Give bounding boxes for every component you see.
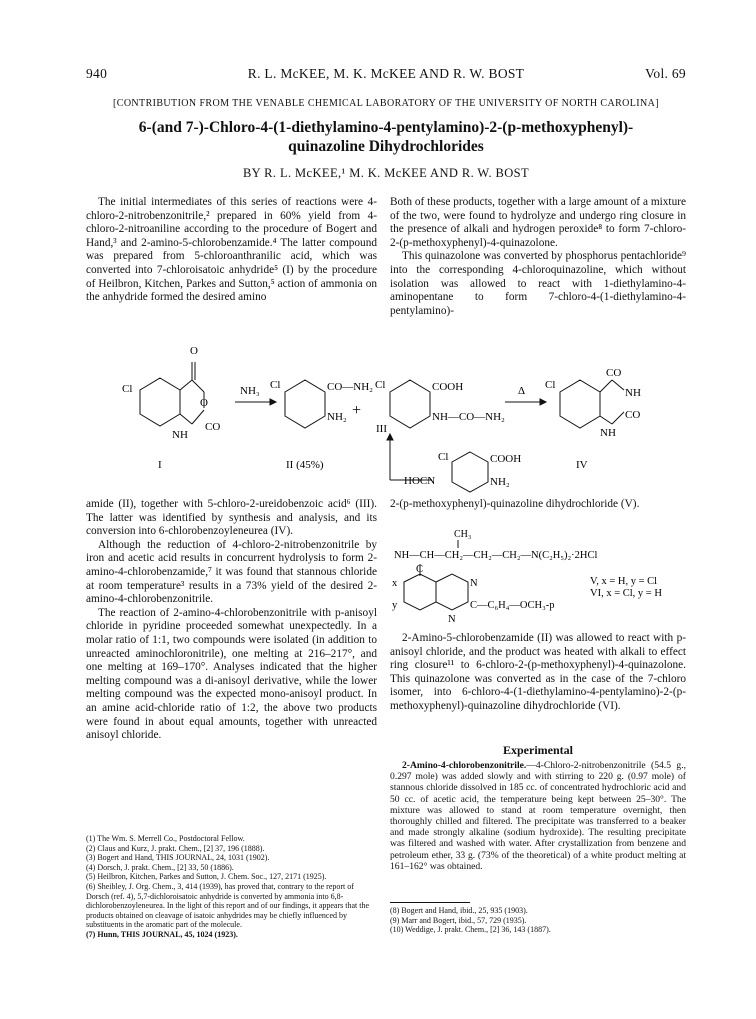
struct-label-VI: VI, x = Cl, y = H xyxy=(590,588,662,599)
scheme-nh2-lower: NH₂ xyxy=(490,476,510,488)
label-compound-IV: IV xyxy=(576,459,588,471)
experimental-body: —4-Chloro-2-nitrobenzonitrile (54.5 g., 0.297 mole) was added slowly and with stirring to 220 g. (0.97 mole) of stannous chloride dissolved in 185 cc. of concentrated hydrochloric acid and 50 cc. of acetic acid, the temperature being kept between 25–30°. The mixture was allowed to stand at room temperature overnight, then thoroughly chilled and filtered. The precipitate was transferred to a beaker and made strongly alkaline (sodium hydroxide). The resulting precipitate was filtered and washed with water. After crystallization from benzene and petroleum ether, 33 g. (73% of the theoretical) of a white product melting at 161–162° was obtained. xyxy=(390,760,686,872)
experimental-compound-name: 2-Amino-4-chlorobenzonitrile. xyxy=(402,760,527,771)
left-footnotes xyxy=(86,834,377,940)
scheme-nh-IV-bottom: NH xyxy=(600,427,616,439)
reaction-scheme xyxy=(120,340,680,500)
contribution-line: [CONTRIBUTION FROM THE VENABLE CHEMICAL LABORATORY OF THE UNIVERSITY OF NORTH CAROLINA] xyxy=(113,98,659,109)
quinazoline-structure xyxy=(390,528,686,628)
right-paragraph-1: 2-(p-methoxyphenyl)-quinazoline dihydrochloride (V). xyxy=(390,498,640,510)
right-footnotes xyxy=(390,906,686,935)
footnote-7: (7) Hunn, THIS JOURNAL, 45, 1024 (1923). xyxy=(86,929,238,939)
footnote-1: (1) The Wm. S. Merrell Co., Postdoctoral Fellow. xyxy=(86,834,245,843)
scheme-cl-II: Cl xyxy=(270,379,281,391)
left-intro xyxy=(86,196,377,305)
footnote-4: (4) Dorsch, J. prakt. Chem., [2] 33, 50 (1886). xyxy=(86,862,234,872)
scheme-cl-III: Cl xyxy=(375,379,386,391)
footnote-8: (8) Bogert and Hand, ibid., 25, 935 (1903). xyxy=(390,906,528,915)
footnote-6: (6) Sheibley, J. Org. Chem., 3, 414 (1939), has proved that, contrary to the report of Dorsch (ref. 4), 5,7-dichloroisatoic anhydride is converted by ammonia into 6,8-dichlorobenzoyleneurea. In the light of this report and of our findings, it appears that the products obtained on cleavage of isatoic anhydrides may be chiefly influenced by substituents in the aromatic part of the molecule. xyxy=(86,881,370,930)
running-header xyxy=(86,66,686,86)
scheme-cl-lower: Cl xyxy=(438,451,449,463)
scheme-co-IV-bottom: CO xyxy=(625,409,641,421)
scheme-nh-I: NH xyxy=(172,429,188,441)
struct-ch3: CH₃ xyxy=(454,529,472,540)
experimental-paragraph xyxy=(390,760,686,872)
right-paragraph-2: 2-Amino-5-chlorobenzamide (II) was allowed to react with p-anisoyl chloride, and the product was heated with alkali to effect ring closure¹¹ to 6-chloro-2-(p-methoxyphenyl)-4-quinazolone. This quinazolone was converted as in the case of the 7-chloro isomer, into 6-chloro-4-(1-diethylamino-4-pentylamino)-2-(p-methoxyphenyl)-quinazoline dihydrochloride (VI). xyxy=(390,632,686,712)
scheme-co-I: CO xyxy=(205,421,221,433)
left-intro-paragraph: The initial intermediates of this series of reactions were 4-chloro-2-nitrobenzonitrile,² prepared in 60% yield from 4-chloro-2-nitroaniline according to the procedure of Bogert and Hand,³ and 2-amino-5-chlorobenzamide.⁴ The latter compound was prepared from 5-chloroanthranilic acid, which was converted into 7-chloroisatoic anhydride⁵ (I) by the procedure of Heilbron, Kitchen, Parkes and Sutton,⁵ action of ammonia on the anhydride formed the desired amino xyxy=(86,196,377,304)
scheme-o-ring: O xyxy=(200,397,208,409)
byline: BY R. L. McKEE,¹ M. K. McKEE AND R. W. BOST xyxy=(242,166,530,180)
volume-number: Vol. 69 xyxy=(645,66,686,81)
struct-n1: N xyxy=(448,614,456,625)
footnote-3: (3) Bogert and Hand, THIS JOURNAL, 24, 1031 (1902). xyxy=(86,853,270,863)
scheme-delta: Δ xyxy=(518,385,526,397)
page-number: 940 xyxy=(86,66,108,81)
footnote-5: (5) Heilbron, Kitchen, Parkes and Sutton, J. Chem. Soc., 127, 2171 (1925). xyxy=(86,872,327,882)
struct-c4: C xyxy=(416,564,424,575)
footnote-10: (10) Weddige, J. prakt. Chem., [2] 36, 143 (1887). xyxy=(390,925,551,935)
footnote-2: (2) Claus and Kurz, J. prakt. Chem., [2] 37, 196 (1888). xyxy=(86,843,265,853)
scheme-nh3: NH₃ xyxy=(240,385,260,397)
label-compound-I: I xyxy=(158,459,162,471)
running-authors: R. L. McKEE, M. K. McKEE AND R. W. BOST xyxy=(247,66,525,81)
scheme-cl-IV: Cl xyxy=(545,379,556,391)
title-line-1: 6-(and 7-)-Chloro-4-(1-diethylamino-4-pentylamino)-2-(p-methoxyphenyl)- xyxy=(138,119,634,136)
label-compound-II: II (45%) xyxy=(286,459,324,471)
left-body xyxy=(86,498,377,743)
scheme-cooh-lower: COOH xyxy=(490,453,522,465)
right-body-2 xyxy=(390,632,686,714)
left-paragraph-2: Although the reduction of 4-chloro-2-nitrobenzonitrile by iron and acetic acid results in concurrent hydrolysis to form 2-amino-4-chlorobenzamide,⁷ it was found that stannous chloride at room temperature³ results in a 73% yield of the desired 2-amino-4-chlorobenzonitrile. xyxy=(86,538,377,606)
right-intro-paragraph-1: Both of these products, together with a large amount of a mixture of the two, were found to hydrolyze and undergo ring closure in the presence of alkali and hydrogen peroxide⁸ to form 7-chloro-2-(p-methoxyphenyl)-4-quinazolone. xyxy=(390,196,686,249)
left-paragraph-3: The reaction of 2-amino-4-chlorobenzonitrile with p-anisoyl chloride in pyridine proceeded somewhat unexpectedly. In a molar ratio of 1:1, two compounds were isolated (in addition to unreacted aminochloronitrile), one melting at 216–217°, and one melting at 169–170°. Analyses indicated that the higher melting compound was a di-anisoyl derivative, while the lower melting compound was the expected mono-anisoyl product. In an amine acid-chloride ratio of 1:2, the above two products were found in about equal amounts, together with unreacted anisoyl chloride. xyxy=(86,606,377,742)
ring-I-benzene xyxy=(140,378,180,426)
scheme-cooh-III: COOH xyxy=(432,381,464,393)
struct-chain: NH—CH—CH₂—CH₂—CH₂—N(C₂H₅)₂·2HCl xyxy=(394,550,598,561)
struct-x: x xyxy=(392,578,398,589)
scheme-nh2-II: NH₂ xyxy=(327,411,347,423)
scheme-nhconh2: NH—CO—NH₂ xyxy=(432,411,505,423)
footnote-9: (9) Marr and Bogert, ibid., 57, 729 (1935). xyxy=(390,915,527,925)
experimental-heading: Experimental xyxy=(503,743,573,757)
scheme-nh-IV-right: NH xyxy=(625,387,641,399)
right-intro-paragraph-2: This quinazolone was converted by phosphorus pentachloride⁹ into the corresponding 4-chloroquinazoline, which without isolation was allowed to react with 1-diethylamino-4-aminopentane to form 7-chloro-4-(1-diethylamino-4-pentylamino)- xyxy=(390,250,686,317)
right-intro xyxy=(390,196,686,318)
scheme-co-IV-top: CO xyxy=(606,367,622,379)
footnote-divider xyxy=(390,902,470,903)
struct-label-V: V, x = H, y = Cl xyxy=(590,576,658,587)
title-line-2: quinazoline Dihydrochlorides xyxy=(288,138,484,155)
right-body-1 xyxy=(390,498,686,512)
struct-aryl: C—C₆H₄—OCH₃-p xyxy=(470,600,555,611)
scheme-cl-I: Cl xyxy=(122,383,133,395)
struct-n3: N xyxy=(470,578,478,589)
article-title xyxy=(86,118,686,156)
scheme-conh2: CO—NH₂ xyxy=(327,381,374,393)
scheme-oxygen: O xyxy=(190,345,198,357)
scheme-hocn: HOCN xyxy=(404,475,436,487)
left-paragraph-1: amide (II), together with 5-chloro-2-ureidobenzoic acid⁶ (III). The latter was identified by synthesis and analysis, and its conversion into 6-chlorobenzoyleneurea (IV). xyxy=(86,498,377,538)
label-compound-III: III xyxy=(376,423,387,435)
struct-y: y xyxy=(392,600,398,611)
scheme-plus: + xyxy=(352,402,362,419)
